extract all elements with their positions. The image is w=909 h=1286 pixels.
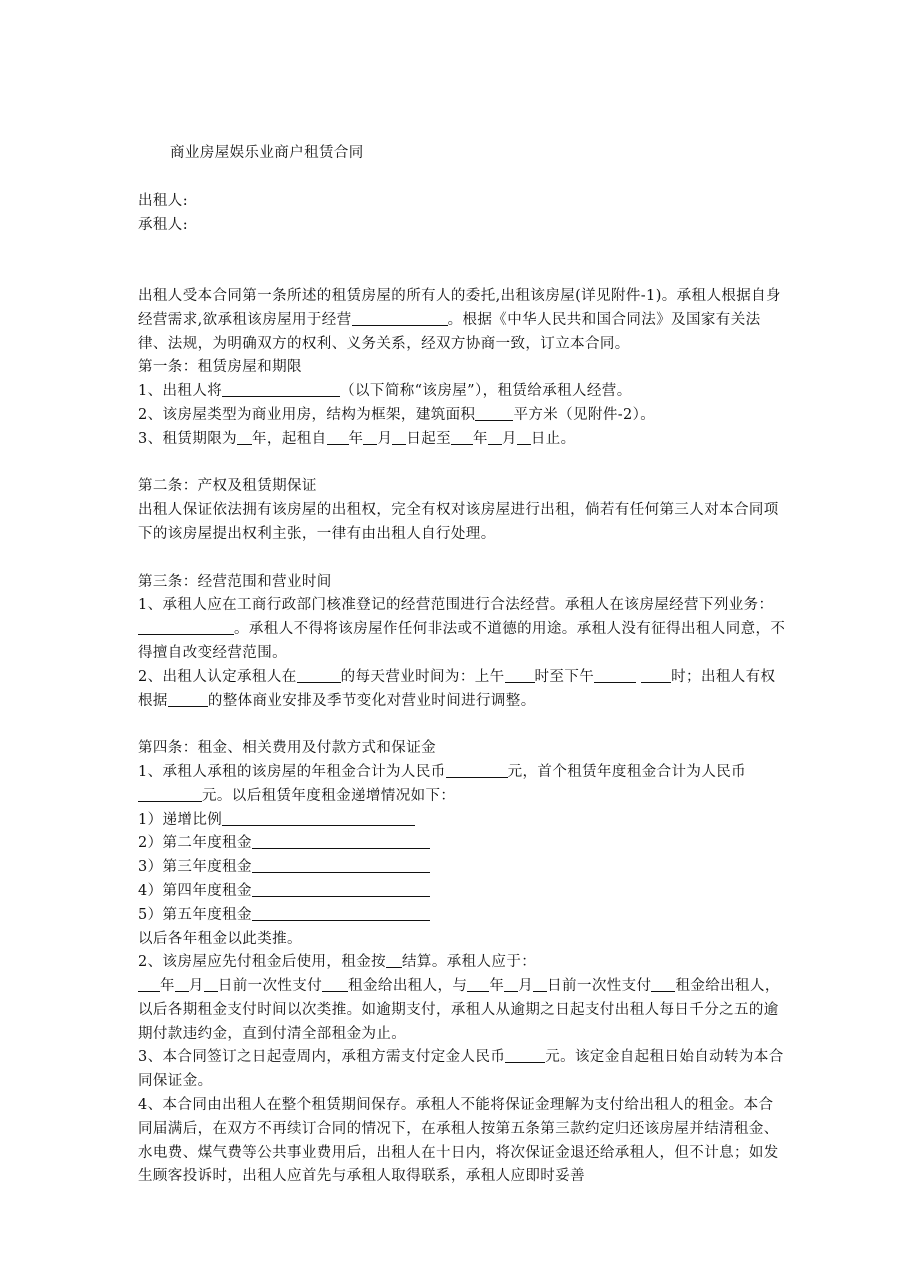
blank-business-scope: [138, 618, 234, 635]
article-3-item-1: 1、承租人应在工商行政部门核准登记的经营范围进行合法经营。承租人在该房屋经营下列业务：。承租人不得将该房屋作任何非法或不道德的用途。承租人没有征得出租人同意，不得擅自改变经营范围。: [138, 597, 786, 661]
article-4-heading: 第四条：租金、相关费用及付款方式和保证金: [138, 740, 436, 757]
blank-premises: [222, 380, 340, 397]
article-2-body: 出租人保证依法拥有该房屋的出租权，完全有权对该房屋进行出租，倘若有任何第三人对本合同项下的该房屋提出权利主张，一律有由出租人自行处理。: [138, 502, 779, 542]
blank-area: [475, 404, 513, 421]
lessor-label: 出租人:: [138, 192, 188, 209]
article-4-item-2: 2、该房屋应先付租金后使用，租金按 结算。承租人应于： 年 月 日前一次性支付 租金给出租人，与 年 月 日前一次性支付 租金给出租人，以后各期租金支付时间以次类推。如逾期支付，承租人从逾期之日起支付出租人每日千分之五的逾期付款违约金，直到付清全部租金为止。: [138, 951, 788, 1046]
article-1-item-2: 2、该房屋类型为商业用房，结构为框架，建筑面积 平方米（见附件-2）。: [138, 404, 788, 428]
article-3-item-2: 2、出租人认定承租人在 的每天营业时间为：上午 时至下午 时；出租人有权根据 的整体商业安排及季节变化对营业时间进行调整。: [138, 666, 788, 714]
rent-row: 2）第二年度租金: [138, 832, 788, 856]
article-3-heading: 第三条：经营范围和营业时间: [138, 573, 332, 590]
blank-business-use: [352, 309, 448, 326]
preamble: 出租人受本合同第一条所述的租赁房屋的所有人的委托,出租该房屋(详见附件-1)。承租人根据自身经营需求,欲承租该房屋用于经营 。根据《中华人民共和国合同法》及国家有关法律、法规，为明确双方的权利、义务关系，经双方协商一致，订立本合同。: [138, 287, 781, 352]
rent-row: 3）第三年度租金: [138, 856, 788, 880]
article-1-heading: 第一条：租赁房屋和期限: [138, 359, 302, 376]
rent-row: 1）递增比例: [138, 809, 788, 833]
rent-row: 4）第四年度租金: [138, 880, 788, 904]
document-title: 商业房屋娱乐业商户租赁合同: [170, 145, 364, 161]
article-4-item-4: 4、本合同由出租人在整个租赁期间保存。承租人不能将保证金理解为支付给出租人的租金。本合同届满后，在双方不再续订合同的情况下，在承租人按第五条第三款约定归还该房屋并结清租金、水电费、煤气费等公共事业费用后，出租人在十日内，将次保证金退还给承租人，但不计息；如发生顾客投诉时，出租人应首先与承租人取得联系，承租人应即时妥善: [138, 1097, 779, 1185]
article-2-heading: 第二条：产权及租赁期保证: [138, 478, 317, 495]
lessee-label: 承租人:: [138, 216, 188, 233]
article-1-item-1: 1、出租人将 （以下简称“该房屋”），租赁给承租人经营。: [138, 380, 788, 404]
contract-page: [138, 142, 788, 1189]
article-1-item-3: 3、租赁期限为 年，起租自 年 月 日起至 年 月 日止。: [138, 428, 788, 452]
article-4-item-3: 3、本合同签订之日起壹周内，承租方需支付定金人民币 元。该定金自起租日始自动转为本合同保证金。: [138, 1046, 788, 1094]
rent-row: 5）第五年度租金: [138, 904, 788, 928]
rent-tail: 以后各年租金以此类推。: [138, 930, 302, 947]
article-4-item-1: 1、承租人承租的该房屋的年租金合计为人民币 元，首个租赁年度租金合计为人民币元。以后租赁年度租金递增情况如下：: [138, 761, 788, 809]
